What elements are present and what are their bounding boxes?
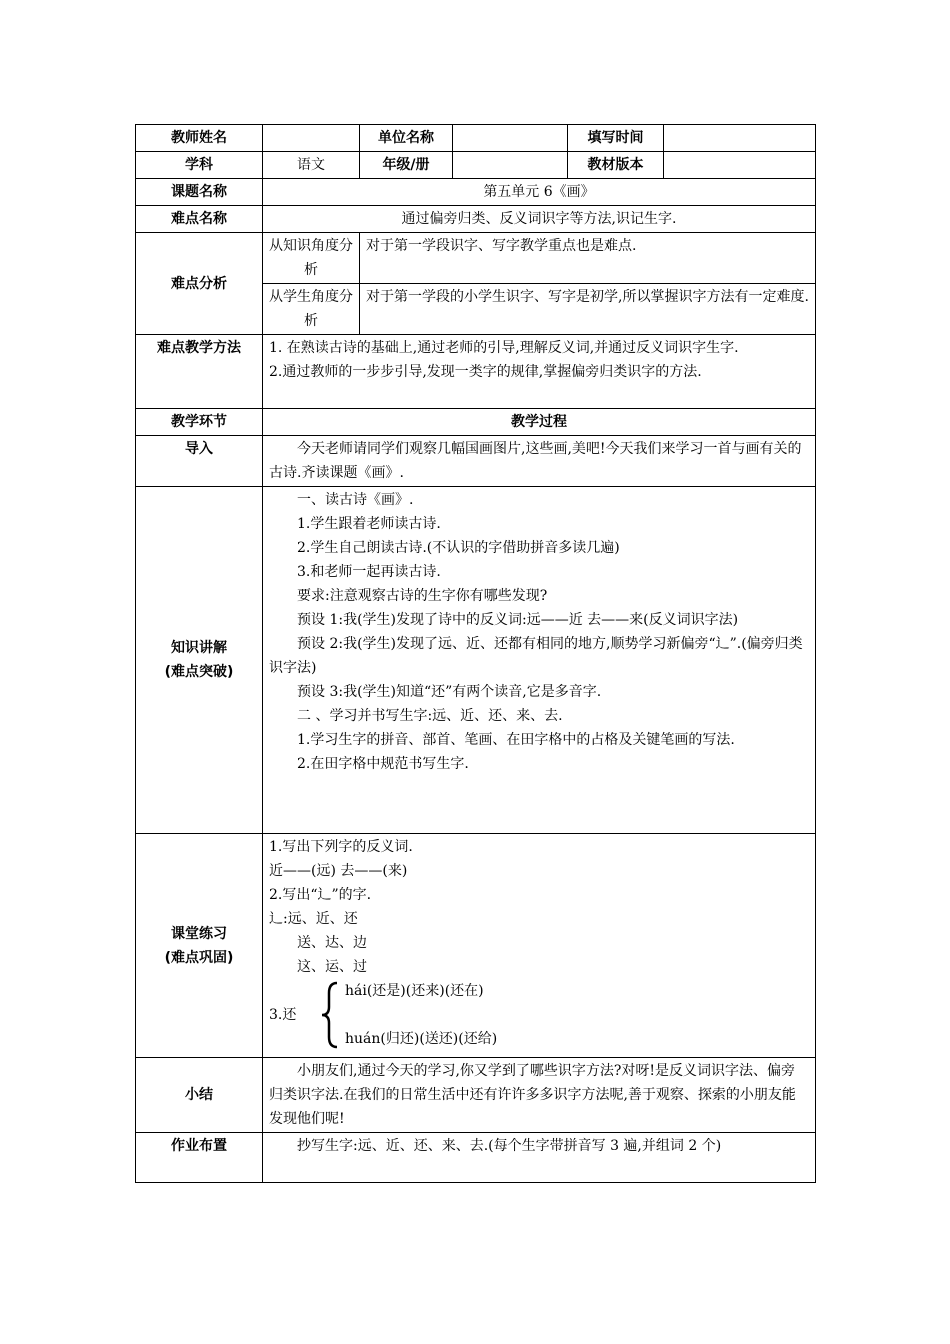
knowledge-line: 一、读古诗《画》. [297, 492, 414, 508]
knowledge-angle-label: 从知识角度分析 [263, 233, 360, 284]
topic-label: 课题名称 [136, 179, 263, 206]
difficulty-label: 难点名称 [136, 206, 263, 233]
stage-header: 教学环节 [136, 409, 263, 436]
knowledge-line: 1.学生跟着老师读古诗. [297, 516, 441, 532]
row-summary [136, 1058, 816, 1133]
teacher-name-value [263, 125, 360, 152]
row-analysis-knowledge [136, 233, 816, 284]
summary-label: 小结 [136, 1058, 263, 1133]
intro-text: 今天老师请同学们观察几幅国画图片,这些画,美吧!今天我们来学习一首与画有关的古诗.齐读课题《画》. [263, 436, 816, 487]
intro-label: 导入 [136, 436, 263, 487]
practice-q3-label: 3.还 [269, 1007, 297, 1023]
row-practice [136, 834, 816, 1058]
practice-q2-line: 辶:远、近、还 [269, 911, 358, 927]
practice-q3-readings [341, 979, 497, 1051]
difficulty-value: 通过偏旁归类、反义词识字等方法,识记生字. [263, 206, 816, 233]
unit-name-value [453, 125, 568, 152]
textbook-label: 教材版本 [568, 152, 664, 179]
knowledge-line: 预设 3:我(学生)知道“还”有两个读音,它是多音字. [297, 684, 602, 700]
topic-value: 第五单元 6《画》 [263, 179, 816, 206]
teacher-name-label: 教师姓名 [136, 125, 263, 152]
practice-q2: 2.写出“辶”的字. [269, 887, 372, 903]
knowledge-sublabel: (难点突破) [164, 664, 234, 680]
practice-sublabel: (难点巩固) [164, 949, 234, 966]
practice-label-cell [136, 834, 263, 1058]
practice-q1: 1.写出下列字的反义词. [269, 839, 413, 855]
practice-q3 [269, 979, 809, 1051]
knowledge-line: 预设 1:我(学生)发现了诗中的反义词:远——近 去——来(反义词识字法) [297, 612, 739, 628]
student-angle-value: 对于第一学段的小学生识字、写字是初学,所以掌握识字方法有一定难度. [360, 284, 816, 335]
knowledge-angle-value: 对于第一学段识字、写字教学重点也是难点. [360, 233, 816, 284]
knowledge-line: 1.学习生字的拼音、部首、笔画、在田字格中的占格及关键笔画的写法. [297, 732, 735, 748]
fill-time-label: 填写时间 [568, 125, 664, 152]
row-method [136, 335, 816, 409]
practice-q3-hai: hái(还是)(还来)(还在) [345, 983, 484, 999]
fill-time-value [664, 125, 816, 152]
knowledge-line: 要求:注意观察古诗的生字你有哪些发现? [297, 588, 548, 604]
textbook-value [664, 152, 816, 179]
method-cell [263, 335, 816, 409]
student-angle-label: 从学生角度分析 [263, 284, 360, 335]
row-subject-info [136, 152, 816, 179]
row-knowledge [136, 487, 816, 834]
knowledge-line: 预设 2:我(学生)发现了远、近、还都有相同的地方,顺势学习新偏旁“辶”.(偏旁归类识字法) [269, 636, 803, 676]
row-difficulty [136, 206, 816, 233]
curly-brace-icon [319, 979, 341, 1051]
knowledge-line: 二 、学习并书写生字:远、近、还、来、去. [297, 708, 563, 724]
practice-q1-answer: 近——(远) 去——(来) [269, 863, 408, 879]
grade-label: 年级/册 [360, 152, 453, 179]
process-header: 教学过程 [263, 409, 816, 436]
lesson-plan-table [135, 124, 816, 1183]
row-homework [136, 1133, 816, 1183]
knowledge-line: 2.学生自己朗读古诗.(不认识的字借助拼音多读几遍) [297, 540, 620, 556]
subject-value: 语文 [263, 152, 360, 179]
row-process-header [136, 409, 816, 436]
homework-text: 抄写生字:远、近、还、来、去.(每个生字带拼音写 3 遍,并组词 2 个) [263, 1133, 816, 1183]
summary-text: 小朋友们,通过今天的学习,你又学到了哪些识字方法?对呀!是反义词识字法、偏旁归类识字法.在我们的日常生活中还有许许多多识字方法呢,善于观察、探索的小朋友能发现他们呢! [263, 1058, 816, 1133]
practice-q3-huan: huán(归还)(送还)(还给) [345, 1031, 498, 1047]
row-teacher-info [136, 125, 816, 152]
method-item-1: 1. 在熟读古诗的基础上,通过老师的引导,理解反义词,并通过反义词识字生字. [269, 340, 739, 356]
knowledge-label-cell [136, 487, 263, 834]
method-label: 难点教学方法 [136, 335, 263, 409]
knowledge-label: 知识讲解 [171, 640, 227, 656]
subject-label: 学科 [136, 152, 263, 179]
knowledge-line: 3.和老师一起再读古诗. [297, 564, 441, 580]
practice-q2-line: 这、运、过 [297, 959, 367, 975]
row-intro [136, 436, 816, 487]
practice-cell [263, 834, 816, 1058]
practice-q2-line: 送、达、边 [297, 935, 367, 951]
knowledge-line: 2.在田字格中规范书写生字. [297, 756, 469, 772]
row-topic [136, 179, 816, 206]
grade-value [453, 152, 568, 179]
practice-label: 课堂练习 [171, 925, 227, 942]
method-item-2: 2.通过教师的一步步引导,发现一类字的规律,掌握偏旁归类识字的方法. [269, 364, 702, 380]
unit-name-label: 单位名称 [360, 125, 453, 152]
knowledge-cell [263, 487, 816, 834]
homework-label: 作业布置 [136, 1133, 263, 1183]
analysis-label: 难点分析 [136, 233, 263, 335]
